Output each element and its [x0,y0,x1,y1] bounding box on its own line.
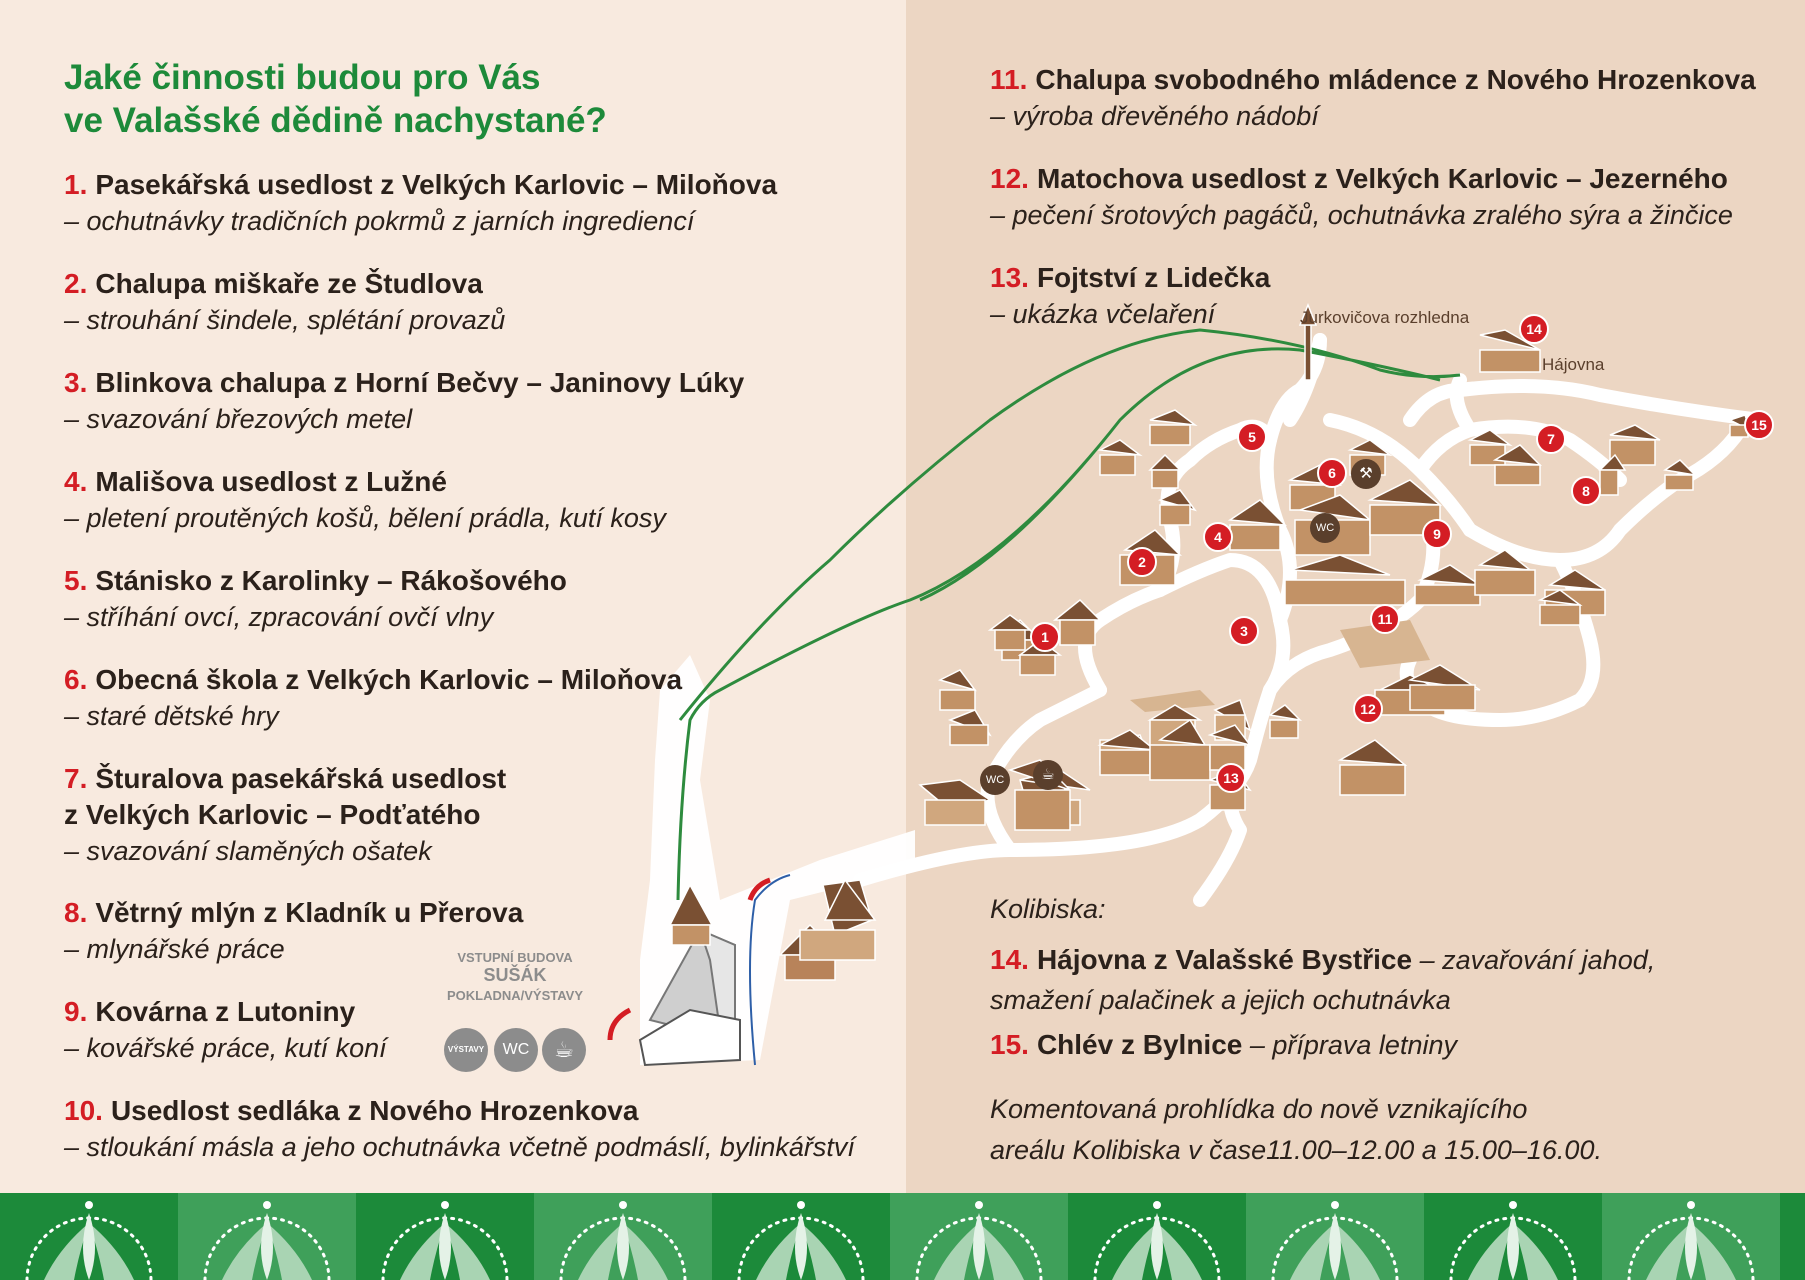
item-description: – mlynářské práce [64,934,285,964]
item-name: Chalupa svobodného mládence z Nového Hrozenkova [1035,64,1756,95]
item-description: – výroba dřevěného nádobí [990,101,1319,131]
exhibits-icon: VÝSTAVY [444,1028,488,1072]
item-description: – strouhání šindele, splétání provazů [64,305,506,335]
map-badge: 14 [1519,314,1549,344]
item-heading [64,365,744,401]
ornament-tile [1602,1193,1780,1280]
tour-note-line-1: Komentovaná prohlídka do nově vznikajícího [990,1094,1528,1124]
entrance-line-2: SUŠÁK [483,965,547,985]
map-badge: 11 [1370,604,1400,634]
entrance-line-1: VSTUPNÍ BUDOVA [457,950,573,965]
item-name: Chalupa miškaře ze Študlova [95,268,483,299]
ornament-icon [356,1193,534,1280]
item-heading [64,994,387,1030]
map-paths [860,340,1760,900]
entrance-line-3: POKLADNA/VÝSTAVY [446,988,584,1003]
item-description-line-2: smažení palačinek a jejich ochutnávka [990,985,1451,1015]
item-name: Šturalova pasekářská usedlost [95,763,507,794]
list-item [64,266,505,338]
item-heading [64,167,777,203]
ornament-icon [1424,1193,1602,1280]
ornament-icon [712,1193,890,1280]
item-description: – svazování březových metel [64,404,413,434]
ornament-icon [0,1193,178,1280]
list-item [64,994,387,1066]
ornament-tile [178,1193,356,1280]
map-label-hajovna: Hájovna [1542,355,1605,374]
item-name: Hájovna z Valašské Bystřice [1036,944,1413,975]
item-name: Fojtství z Lidečka [1036,262,1271,293]
item-heading [64,1093,855,1129]
item-description: – stříhání ovcí, zpracování ovčí vlny [64,602,494,632]
item-description: – svazování slaměných ošatek [64,836,432,866]
item-heading [64,895,523,931]
ornament-tile [1246,1193,1424,1280]
map-badge: 5 [1237,422,1267,452]
tour-note [990,1089,1602,1171]
item-number: 11. [990,64,1028,95]
list-item [64,662,682,734]
list-item [990,260,1270,332]
item-name: Mališova usedlost z Lužné [95,466,447,497]
item-heading [990,161,1733,197]
map-badge: 15 [1744,410,1774,440]
list-item [990,161,1733,233]
map-badge: 8 [1571,476,1601,506]
title-line-2: ve Valašské dědině nachystané? [64,101,607,140]
map-cafe-icon: ☕ [1033,760,1063,790]
item-name: Kovárna z Lutoniny [95,996,356,1027]
item-number: 6. [64,664,88,695]
list-item [64,563,567,635]
map-wc-icon: WC [980,765,1010,795]
item-description: – ochutnávky tradičních pokrmů z jarních ingrediencí [64,206,695,236]
item-number: 15. [990,1029,1029,1060]
item-number: 12. [990,163,1029,194]
list-item [990,62,1756,134]
ornament-icon [1068,1193,1246,1280]
ornament-icon [1246,1193,1424,1280]
map-smithy-icon: ⚒ [1351,459,1381,489]
title-line-1: Jaké činnosti budou pro Vás [64,58,541,97]
kolibiska-item [990,1025,1457,1065]
page-title [64,56,607,142]
item-description: – zavařování jahod, [1419,945,1656,975]
ornament-icon [178,1193,356,1280]
item-heading [64,464,666,500]
list-item [64,365,744,437]
map-badge: 7 [1536,424,1566,454]
entrance-label [430,950,600,1003]
map-badge: 13 [1216,763,1246,793]
item-heading [64,563,567,599]
item-name: Usedlost sedláka z Nového Hrozenkova [110,1095,639,1126]
ornament-icon [1602,1193,1780,1280]
map-badge: 12 [1353,694,1383,724]
list-item [64,1093,855,1165]
item-name: Matochova usedlost z Velkých Karlovic – Jezerného [1036,163,1728,194]
item-description: – pletení proutěných košů, bělení prádla, kutí kosy [64,503,666,533]
map-label-tower: Jurkovičova rozhledna [1300,308,1470,327]
ornament-footer [0,1193,1805,1280]
item-number: 3. [64,367,88,398]
ornament-tile [356,1193,534,1280]
item-description: – staré dětské hry [64,701,279,731]
map-badge: 9 [1422,519,1452,549]
item-number: 9. [64,996,88,1027]
item-name: Obecná škola z Velkých Karlovic – Miloňova [95,664,683,695]
map-badge: 4 [1203,522,1233,552]
item-description: – stloukání másla a jeho ochutnávka včetně podmáslí, bylinkářství [64,1132,855,1162]
kolibiska-item [990,940,1655,1020]
kolibiska-label: Kolibiska: [990,894,1106,924]
item-number: 4. [64,466,88,497]
item-number: 1. [64,169,88,200]
ornament-tile [712,1193,890,1280]
list-item [64,761,506,869]
map-badge: 1 [1030,622,1060,652]
item-description: – příprava letniny [1249,1030,1457,1060]
item-number: 10. [64,1095,103,1126]
item-number: 14. [990,944,1029,975]
item-name: Větrný mlýn z Kladník u Přerova [95,897,524,928]
ornament-tile [1068,1193,1246,1280]
ornament-icon [890,1193,1068,1280]
map-badge: 3 [1229,616,1259,646]
tour-note-line-2: areálu Kolibiska v čase11.00–12.00 a 15.00–16.00. [990,1135,1602,1165]
item-description: – pečení šrotových pagáčů, ochutnávka zralého sýra a žinčice [990,200,1733,230]
item-heading [990,62,1756,98]
map-badge: 2 [1127,547,1157,577]
item-heading [990,260,1270,296]
map-wc-icon: WC [1310,513,1340,543]
item-heading [64,266,505,302]
item-number: 13. [990,262,1029,293]
cafe-icon: ☕ [542,1028,586,1072]
item-number: 5. [64,565,88,596]
list-item [64,167,777,239]
item-description: – kovářské práce, kutí koní [64,1033,387,1063]
item-name: Blinkova chalupa z Horní Bečvy – Janinovy Lúky [95,367,745,398]
ornament-tile [890,1193,1068,1280]
item-name: Chlév z Bylnice [1036,1029,1243,1060]
ornament-icon [1780,1193,1805,1280]
item-number: 8. [64,897,88,928]
item-heading-line-2: z Velkých Karlovic – Podťatého [64,799,481,830]
item-number: 2. [64,268,88,299]
item-description: – ukázka včelaření [990,299,1216,329]
item-heading [64,662,682,698]
ornament-icon [534,1193,712,1280]
item-name: Stánisko z Karolinky – Rákošového [95,565,567,596]
ornament-tile [1780,1193,1805,1280]
list-item [64,464,666,536]
item-number: 7. [64,763,88,794]
item-name: Pasekářská usedlost z Velkých Karlovic – Miloňova [95,169,778,200]
ornament-tile [0,1193,178,1280]
map-badge: 6 [1317,458,1347,488]
ornament-tile [534,1193,712,1280]
item-heading [64,761,506,797]
ornament-tile [1424,1193,1602,1280]
wc-icon: WC [494,1028,538,1072]
